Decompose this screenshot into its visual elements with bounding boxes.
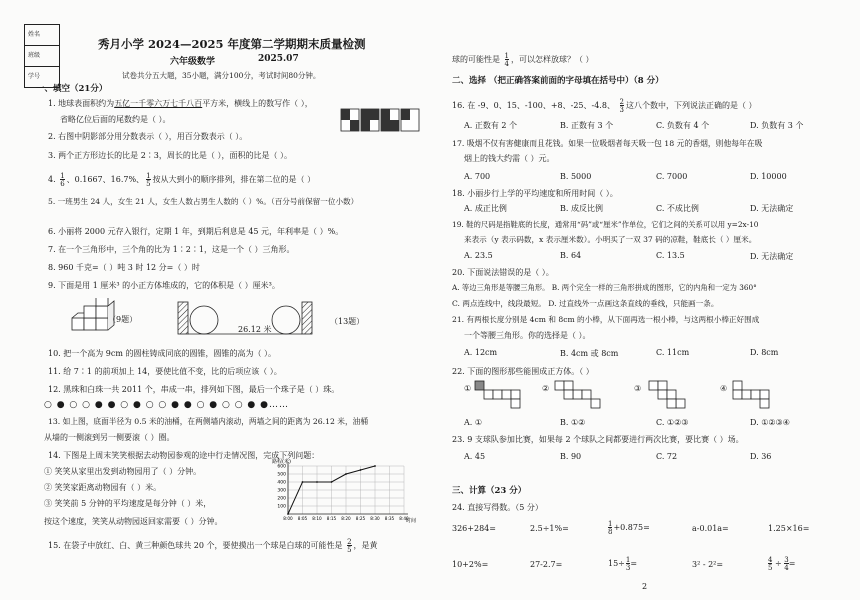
q7: 7. 在一个三角形中，三个角的比为 1∶2∶1，这是一个（ ）三角形。 [48,245,295,254]
q23-option-d[interactable]: D. 36 [750,452,772,461]
chart-point [287,513,289,515]
q16-option-d[interactable]: D. 负数有 3 个 [750,121,804,130]
q14-part2: ② 笑笑家距离动物园有（ ）米。 [44,483,162,492]
q21-option-d[interactable]: D. 8cm [750,348,779,357]
chart-point [374,465,376,467]
q23-option-b[interactable]: B. 90 [560,452,582,461]
student-info-box [24,24,60,88]
exam-page-right [430,0,860,600]
chart-point [360,469,362,471]
q9: 9. 下面是用 1 厘米³ 的小正方体堆成的，它的体积是（ ）厘米³。 [48,281,280,290]
figure-13-label: （13题） [330,317,365,326]
figure-9-label: （9题） [108,315,138,324]
fraction-one-third: 1 3 [625,556,631,572]
q17: 17. 吸烟不仅有害健康而且花钱。如果一位吸烟者每天吸一包 18 元的香烟，则他每年在吸 [452,139,763,148]
q10: 10. 把一个高为 9cm 的圆柱铸成同底的圆锥，圆锥的高为（ ）。 [48,349,277,358]
q8: 8. 960 千克=（ ）吨 3 时 12 分=（ ）时 [48,263,200,272]
student-id-field[interactable]: 学号 [28,73,41,80]
calc-2-4: 3² - 2²= [692,560,724,569]
chart-ytick-label: 500 [277,472,286,478]
fraction-one-fifth: 1 5 [146,172,151,188]
distance-label: 26.12 米 [238,325,272,334]
chart-point [331,481,333,483]
q17-option-b[interactable]: B. 5000 [560,172,592,181]
section-calculation: 三、计算（23 分） [452,486,527,496]
exam-subject: 六年级数学 [170,57,216,67]
chart-ytick-label: 100 [277,504,286,510]
q21-option-c[interactable]: C. 11cm [656,348,690,357]
q16-option-b[interactable]: B. 正数有 3 个 [560,121,614,130]
q20-options-cd[interactable]: C. 两点连线中，线段最短。 D. 过直线外一点画这条直线的垂线，只能画一条。 [452,299,719,308]
q17-line-2: 烟上的钱大约需（ ）元。 [464,154,555,163]
q1-line-2: 省略亿位后面的尾数约是（ ）。 [60,115,171,124]
calc-2-3: 15÷1 3= [608,556,638,572]
calc-1-5: 1.25×16= [768,524,810,533]
chart-xlabel: 时间 [406,518,417,524]
net-label-1: ① [464,384,472,393]
q21-line-2: 一个等腰三角形。你的选择是（ ）。 [464,331,591,340]
q17-option-d[interactable]: D. 10000 [750,172,787,181]
exam-date: 2025.07 [258,54,299,64]
chart-xtick-label: 8:35 [384,516,395,521]
q19-option-a[interactable]: A. 23.5 [464,251,493,260]
distance-time-chart [268,456,424,528]
calc-2-1: 10+2%= [452,560,489,569]
q23-option-c[interactable]: C. 72 [656,452,678,461]
page-number: 2 [642,582,648,591]
chart-ytick-label: 300 [277,488,286,494]
chart-xtick-label: 8:10 [312,516,322,521]
q23-option-a[interactable]: A. 45 [464,452,486,461]
q6: 6. 小丽将 2000 元存入银行，定期 1 年，到期后利息是 45 元，年利率是（ ）%。 [48,227,344,236]
q19-option-b[interactable]: B. 64 [560,251,582,260]
q22-option-a[interactable]: A. ① [464,418,483,427]
fraction-two-fifths: 2 5 [347,538,352,554]
chart-xtick-label: 8:00 [283,516,293,521]
q16: 16. 在 -9、0、15、-100、+8、-25、-4.8、 2 3 这八个数中，下列说法正确的是（ ） [452,98,757,114]
q19-line-2: 来表示（y 表示码数，x 表示厘米数）。小明买了一双 37 码的凉鞋，鞋底长（ ）厘米。 [464,235,757,244]
q22: 22. 下面的图形那些能围成正方体。（ ） [452,367,594,376]
calc-1-4: a-0.01a= [692,524,729,533]
q22-option-b[interactable]: B. ①② [560,418,586,427]
chart-ytick-label: 400 [277,480,286,486]
q24: 24. 直接写得数。（5 分） [452,503,543,512]
calc-1-2: 2.5÷1%= [530,524,569,533]
calc-2-5: 4 5 ÷ 3 4= [768,556,796,572]
q14-part1: ① 笑笑从家里出发到动物园用了（ ）分钟。 [44,467,202,476]
q14: 14. 下图是上周末笑笑根据去动物园参观的途中行走情况图，完成下列问题： [48,451,320,460]
q4: 4. 1 6 、0.1667、16.7%、 1 5 按从大到小的顺序排列，排在第二位的是（ ） [48,172,316,188]
cube-net-4 [732,380,792,410]
exam-info: 试卷共分五大题，35小题，满分100分，考试时间80分钟。 [122,71,321,80]
net-label-4: ④ [720,384,728,393]
chart-xtick-label: 8:05 [297,516,308,521]
q22-option-c[interactable]: C. ①②③ [656,418,689,427]
fraction-four-fifths: 4 5 [768,556,773,572]
q14-part4: 按这个速度，笑笑从动物园返回家需要（ ）分钟。 [44,517,223,526]
cube-net-3 [648,380,708,410]
net-label-2: ② [542,384,550,393]
q17-option-c[interactable]: C. 7000 [656,172,688,181]
fraction-two-thirds: 2 3 [619,98,624,114]
chart-ytick-label: 200 [277,496,286,502]
q5: 5. 一班男生 24 人，女生 21 人，女生人数占男生人数的（ ）%。（百分号前保留一位小数） [48,197,359,206]
chart-xtick-label: 8:25 [355,516,366,521]
chart-xtick-label: 8:20 [341,516,351,521]
q20: 20. 下面说法错误的是（ ）。 [452,268,554,277]
section-choice: 二、选择 （把正确答案前面的字母填在括号中）（8 分） [452,76,664,86]
fraction-one-fourth: 1 4 [504,52,510,68]
q18-option-a[interactable]: A. 成正比例 [464,204,507,213]
cube-net-1 [474,380,534,410]
shaded-grid-figure [340,108,422,134]
q19-option-c[interactable]: C. 13.5 [656,251,685,260]
calc-1-3: 1 8+0.875= [608,520,650,536]
q3: 3. 两个正方形边长的比是 2∶3，周长的比是（ ），面积的比是（ ）。 [48,151,292,160]
q2: 2. 右图中阴影部分用分数表示（ ），用百分数表示（ ）。 [48,132,248,141]
q13: 13. 如上图，底面半径为 0.5 米的油桶，在两侧墙内滚动，两墙之间的距离为 26.12 米，油桶 [48,417,369,426]
q11: 11. 给 7∶1 的前项加上 14，要使比值不变，比的后项应该（ ）。 [48,367,282,376]
q21-option-a[interactable]: A. 12cm [464,348,498,357]
section-fill-blank: 一、填空（21分） [36,84,108,94]
name-field[interactable]: 姓名 [25,25,59,46]
q17-option-a[interactable]: A. 700 [464,172,491,181]
q12: 12. 黑珠和白珠一共 2011 个，串成一串，排列如下图，最后一个珠子是（ ）珠。 [48,385,340,394]
chart-xtick-label: 8:15 [326,516,337,521]
chart-ytick-label: 600 [277,464,286,470]
bead-sequence: ○ ● ○ ○ ● ● ○ ● ○ ○ ● ● ○ ● ○ ○ ● ●…… [44,400,289,410]
fraction-three-fourths: 3 4 [784,556,789,572]
fraction-one-eighth: 1 8 [608,520,613,536]
q13-line-2: 从墙的一侧滚到另一侧要滚（ ）圈。 [44,433,175,442]
q20-options-ab[interactable]: A. 等边三角形是等腰三角形。 B. 两个完全一样的三角形拼成的图形，它的内角和一定为 360° [452,283,757,292]
q16-option-a[interactable]: A. 正数有 2 个 [464,121,518,130]
q19: 19. 鞋的尺码是指鞋底的长度，通常用“码”或“厘米”作单位，它们之间的关系可以用 y=2x-10 [452,220,759,229]
exam-title: 秀月小学 2024—2025 年度第二学期期末质量检测 [98,37,366,51]
chart-point [302,481,304,483]
q22-option-d[interactable]: D. ①②③④ [750,418,790,427]
calc-1-1: 326+284= [452,524,496,533]
fraction-one-sixth: 1 6 [60,172,65,188]
q19-option-d[interactable]: D. 无法确定 [750,252,794,261]
q18-option-b[interactable]: B. 成反比例 [560,204,603,213]
cube-net-2 [554,380,614,410]
calc-2-2: 27-2.7= [530,560,563,569]
q15-continued: 球的可能性是 1 4 ，可以怎样放球？（ ） [452,52,594,68]
q21: 21. 有两根长度分别是 4cm 和 8cm 的小棒，从下面再选一根小棒，与这两根小棒正好围成 [452,315,760,324]
chart-ylabel: 路程(米) [272,459,291,465]
chart-xtick-label: 8:30 [370,516,380,521]
q18-option-d[interactable]: D. 无法确定 [750,204,794,213]
q18: 18. 小丽步行上学的平均速度和所用时间（ ）。 [452,189,618,198]
q16-option-c[interactable]: C. 负数有 4 个 [656,121,710,130]
chart-point [316,481,318,483]
q21-option-b[interactable]: B. 4cm 或 8cm [560,349,619,358]
net-label-3: ③ [634,384,642,393]
chart-point [345,473,347,475]
q18-option-c[interactable]: C. 不成比例 [656,204,699,213]
chart-xtick-label: 8:40 [399,516,409,521]
q1-line: 1. 地球表面积约为五亿一千零六万七千八百平方米，横线上的数写作（ ）， [48,99,313,108]
q23: 23. 9 支球队参加比赛，如果每 2 个球队之间都要进行两次比赛，要比赛（ ）场。 [452,435,744,444]
q14-part3: ③ 笑笑前 5 分钟的平均速度是每分钟（ ）米， [44,499,212,508]
class-field[interactable]: 班级 [25,46,59,67]
q15: 15. 在袋子中放红、白、黄三种颜色球共 20 个，要使摸出一个球是白球的可能性是 2 5 ，是黄 [48,538,378,554]
